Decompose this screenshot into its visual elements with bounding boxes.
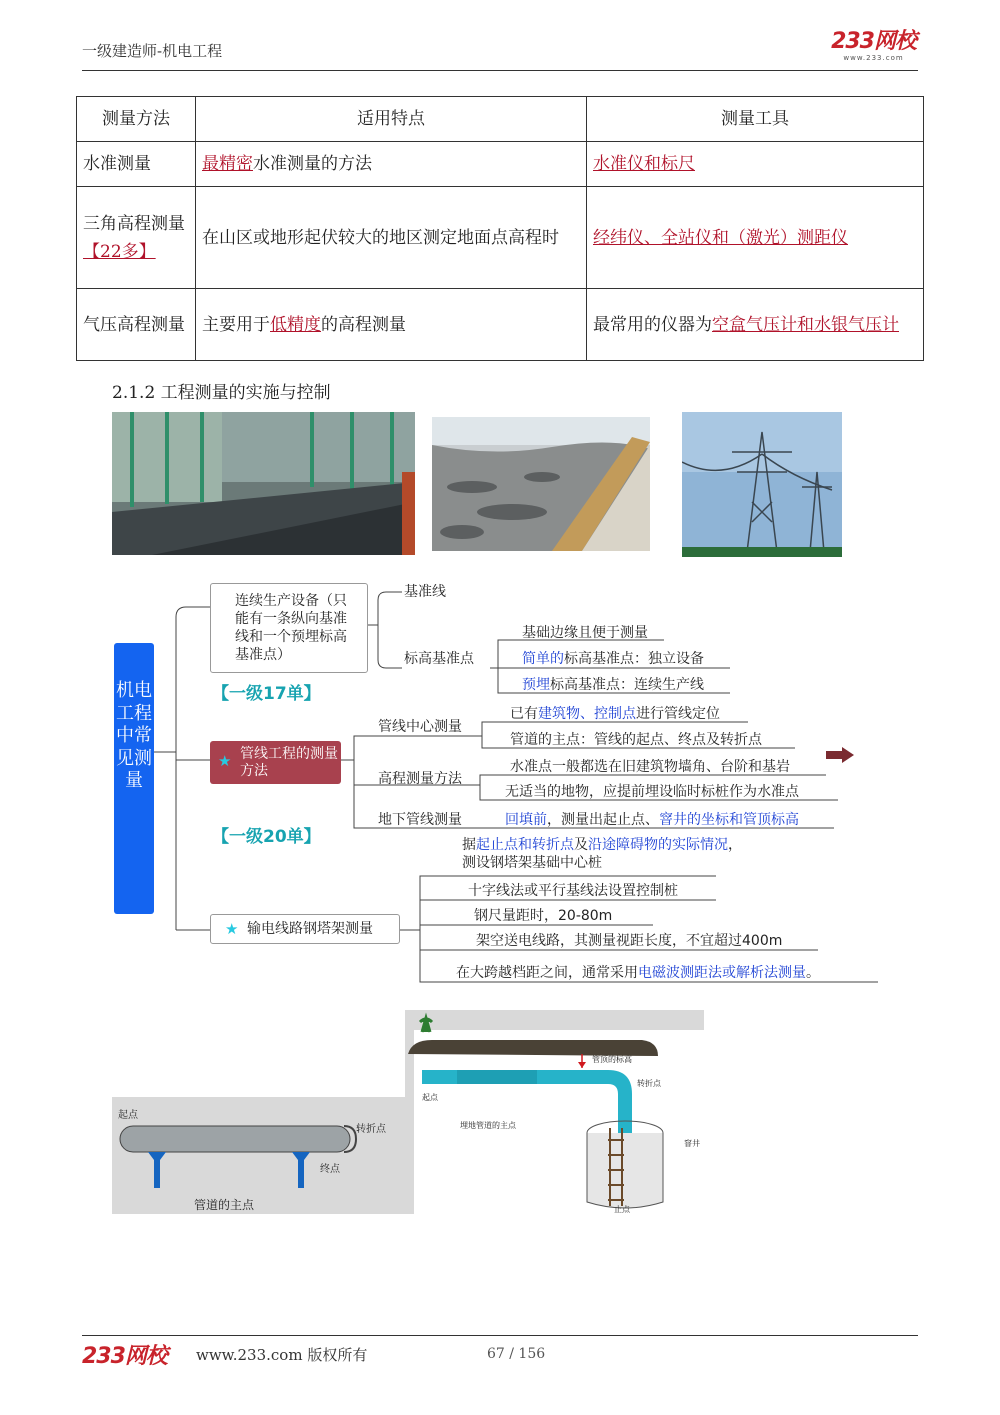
leaf-text: 进行管线定位 — [636, 706, 720, 722]
star-icon: ★ — [225, 920, 239, 938]
footer-copyright: www.233.com 版权所有 — [196, 1346, 368, 1364]
site-logo[interactable] — [831, 30, 916, 62]
node-label: 输电线路钢塔架测量 — [247, 921, 373, 937]
leaf-node: 管道的主点：管线的起点、终点及转折点 — [510, 732, 762, 748]
table-header: 适用特点 — [196, 97, 587, 142]
exam-tag-20: 【一级20单】 — [212, 827, 321, 847]
pipe-label: 止点 — [614, 1205, 630, 1214]
footer-logo[interactable]: 233网校 — [82, 1344, 167, 1369]
underground-node: 地下管线测量 — [378, 812, 462, 828]
pipe-diagram-svg — [112, 1010, 704, 1214]
pipe-label: 终点 — [320, 1164, 340, 1175]
table-header: 测量方法 — [77, 97, 196, 142]
pipe-label: 转折点 — [637, 1079, 661, 1088]
pipe-label: 管顶的标高 — [592, 1055, 632, 1064]
pipe-label: 管道的主点 — [194, 1198, 255, 1212]
highlight-text: 最精密 — [202, 154, 253, 174]
highlight-text: 经纬仪、全站仪和（激光）测距仪 — [593, 227, 848, 248]
cell-text: 三角高程测量 — [83, 213, 185, 234]
leaf-node — [456, 964, 820, 982]
elevation-point-node: 标高基准点 — [404, 651, 474, 667]
blue-text: 沿途障碍物的实际情况 — [588, 837, 728, 853]
elevation-method-node: 高程测量方法 — [378, 771, 462, 787]
pipe-label: 埋地管道的主点 — [460, 1121, 516, 1130]
highlight-text: 低精度 — [270, 314, 321, 335]
blue-text: 窨井的坐标和管顶标高 — [659, 812, 799, 828]
cell-text: 主要用于 — [202, 314, 270, 335]
header-divider — [82, 70, 918, 71]
table-cell-feature — [196, 142, 587, 187]
power-tower-photo — [682, 412, 842, 557]
table-cell-method: 水准测量 — [77, 142, 196, 187]
leaf-text: ，测量出起止点、 — [547, 812, 659, 828]
arrow-right-icon — [826, 747, 854, 763]
factory-interior-photo — [112, 412, 415, 555]
continuous-equipment-node: 连续生产设备（只能有一条纵向基准线和一个预埋标高基准点） — [210, 583, 368, 673]
leaf-node: 钢尺量距时，20-80m — [474, 908, 613, 924]
blue-text: 简单的 — [522, 651, 564, 667]
pipe-label: 转折点 — [356, 1124, 386, 1135]
logo-text: 233网校 — [831, 29, 916, 54]
leaf-text: ， — [728, 837, 742, 853]
header-title: 一级建造师-机电工程 — [82, 42, 223, 60]
leaf-node — [510, 705, 720, 723]
leaf-node: 测设钢塔架基础中心桩 — [462, 855, 602, 871]
leaf-node — [462, 836, 742, 854]
table-header: 测量工具 — [587, 97, 924, 142]
table-header-row — [77, 97, 924, 142]
footer-divider — [82, 1335, 918, 1336]
cell-text: 最常用的仪器为 — [593, 314, 712, 335]
leaf-text: 在大跨越档距之间，通常采用 — [456, 965, 638, 981]
table-cell-feature: 在山区或地形起伏较大的地区测定地面点高程时 — [196, 187, 587, 289]
leaf-text: 已有 — [510, 706, 538, 722]
tower-survey-node — [210, 914, 400, 944]
leaf-node: 水准点一般都选在旧建筑物墙角、台阶和基岩 — [510, 759, 790, 775]
table-cell-tool — [587, 142, 924, 187]
blue-text: 建筑物、控制点 — [538, 706, 636, 722]
leaf-text: 据 — [462, 837, 476, 853]
table-cell-tool — [587, 289, 924, 361]
leaf-node: 基础边缘且便于测量 — [522, 625, 648, 641]
pipe-label: 窨井 — [684, 1139, 700, 1148]
blue-text: 电磁波测距法或解析法测量 — [638, 965, 806, 981]
pipe-label: 起点 — [118, 1110, 138, 1121]
star-icon: ★ — [218, 752, 232, 770]
leaf-node: 十字线法或平行基线法设置控制桩 — [468, 883, 678, 899]
mindmap-root: 机电工程中常见测量 — [114, 643, 154, 914]
blue-text: 预埋 — [522, 677, 550, 693]
table-cell-method: 气压高程测量 — [77, 289, 196, 361]
highlight-text: 水准仪和标尺 — [593, 154, 695, 174]
blue-text: 回填前 — [505, 812, 547, 828]
table-row — [77, 187, 924, 289]
table-cell-method — [77, 187, 196, 289]
cell-text: 的高程测量 — [321, 314, 406, 335]
pipeline-method-node — [210, 741, 341, 784]
node-label: 管线工程的测量方法 — [240, 746, 338, 779]
leaf-node — [522, 676, 704, 694]
centerline-node: 管线中心测量 — [378, 719, 462, 735]
pipe-label: 起点 — [422, 1093, 438, 1102]
table-cell-tool — [587, 187, 924, 289]
leaf-node — [522, 650, 704, 668]
leaf-text: 。 — [806, 965, 820, 981]
highlight-text: 空盒气压计和水银气压计 — [712, 314, 899, 335]
leaf-text: 标高基准点：独立设备 — [564, 651, 704, 667]
table-row — [77, 289, 924, 361]
pipeline-tidal-photo — [432, 417, 650, 551]
exam-tag: 【22多】 — [83, 241, 156, 262]
blue-text: 起止点和转折点 — [476, 837, 574, 853]
measurement-table — [76, 96, 924, 361]
logo-url: www.233.com — [843, 54, 904, 62]
pipe-diagram — [112, 1010, 704, 1214]
leaf-text: 标高基准点：连续生产线 — [550, 677, 704, 693]
table-row — [77, 142, 924, 187]
cell-text: 水准测量的方法 — [253, 154, 372, 174]
leaf-node: 架空送电线路，其测量视距长度，不宜超过400m — [476, 933, 783, 949]
leaf-node — [505, 811, 799, 829]
leaf-text: 及 — [574, 837, 588, 853]
exam-tag-17: 【一级17单】 — [212, 684, 321, 704]
baseline-node: 基准线 — [404, 584, 446, 600]
leaf-node: 无适当的地物，应提前埋设临时标桩作为水准点 — [505, 784, 799, 800]
page-number: 67 / 156 — [487, 1346, 546, 1362]
table-cell-feature — [196, 289, 587, 361]
section-heading: 2.1.2 工程测量的实施与控制 — [112, 383, 331, 403]
